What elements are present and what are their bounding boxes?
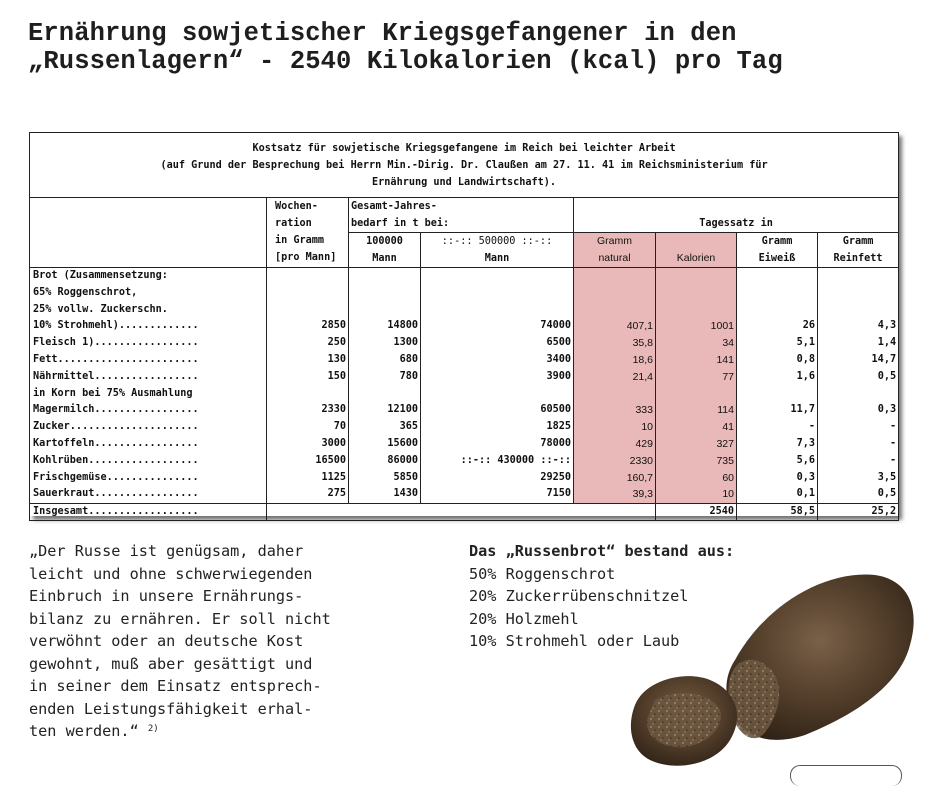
quote-text: in seiner dem Einsatz entsprech- xyxy=(29,677,322,695)
row-value-fett: - xyxy=(818,419,899,436)
recipe-title: Das „Russenbrot“ bestand aus: xyxy=(469,542,735,560)
row-value-kal: 114 xyxy=(656,402,737,419)
quote-line xyxy=(29,653,429,676)
row-item-label: Fleisch 1)................. xyxy=(30,335,267,352)
row-value-woche: 2330 xyxy=(267,402,349,419)
header-text: Mann xyxy=(372,253,397,264)
header-text: ration xyxy=(275,218,312,229)
row-value-ew: 0,3 xyxy=(737,470,818,487)
row-value-ew: 1,6 xyxy=(737,369,818,386)
quote-line xyxy=(29,675,429,698)
row-value-m100: 1300 xyxy=(349,335,421,352)
table-row xyxy=(30,470,899,487)
row-value-woche: 70 xyxy=(267,419,349,436)
row-value-ew: 0,1 xyxy=(737,486,818,503)
row-value-woche xyxy=(267,285,349,302)
row-item-label: Nährmittel................. xyxy=(30,369,267,386)
header-text: [pro Mann] xyxy=(275,252,337,263)
header-tagessatz xyxy=(574,198,899,233)
row-value-woche: 1125 xyxy=(267,470,349,487)
quote-text: verwöhnt oder an deutsche Kost xyxy=(29,632,304,650)
row-value-gn: 35,8 xyxy=(574,335,656,352)
row-value-m100 xyxy=(349,285,421,302)
row-value-fett: 14,7 xyxy=(818,352,899,369)
header-text: bedarf in t bei: xyxy=(351,218,450,229)
header-text: Kalorien xyxy=(676,252,716,264)
row-item-label: Kohlrüben.................. xyxy=(30,453,267,470)
table-row xyxy=(30,402,899,419)
row-value-ew: 7,3 xyxy=(737,436,818,453)
table-row xyxy=(30,302,899,319)
row-value-m500: 74000 xyxy=(421,318,574,335)
table-row xyxy=(30,369,899,386)
row-value-kal xyxy=(656,302,737,319)
row-value-m100 xyxy=(349,268,421,285)
quote-text: gewohnt, muß aber gesättigt und xyxy=(29,654,313,673)
quote-line xyxy=(29,540,429,563)
row-value-m500 xyxy=(421,302,574,319)
quote-text: bilanz zu ernähren. Er soll nicht xyxy=(29,609,331,628)
table-row xyxy=(30,486,899,503)
header-text: ::-:: 500000 ::-:: xyxy=(441,236,553,247)
row-value-m100: 680 xyxy=(349,352,421,369)
row-value-m500: 7150 xyxy=(421,486,574,503)
row-value-kal: 41 xyxy=(656,419,737,436)
header-text: Reinfett xyxy=(833,253,883,264)
quote-text: enden Leistungsfähigkeit erhal- xyxy=(29,699,313,718)
header-text: Wochen- xyxy=(275,201,318,212)
table-row xyxy=(30,453,899,470)
row-value-woche xyxy=(267,302,349,319)
row-item-label: Magermilch................. xyxy=(30,402,267,419)
header-gramm-reinfett xyxy=(818,233,899,268)
row-value-kal: 77 xyxy=(656,369,737,386)
header-text: Gramm xyxy=(842,236,874,247)
recipe-item: 10% Strohmehl oder Laub xyxy=(469,632,680,650)
row-value-ew xyxy=(737,302,818,319)
row-value-m500 xyxy=(421,386,574,403)
row-value-m100: 1430 xyxy=(349,486,421,503)
quote-text: Einbruch in unsere Ernährungs- xyxy=(29,587,304,605)
header-100000-mann xyxy=(349,233,421,268)
row-value-kal: 34 xyxy=(656,335,737,352)
ration-table-container xyxy=(29,132,898,516)
row-value-ew: 5,1 xyxy=(737,335,818,352)
table-row xyxy=(30,352,899,369)
header-text: 100000 xyxy=(366,236,403,247)
row-value-kal xyxy=(656,386,737,403)
row-value-fett xyxy=(818,285,899,302)
row-item-label: Zucker..................... xyxy=(30,419,267,436)
row-value-woche xyxy=(267,386,349,403)
caption-line-2: (auf Grund der Besprechung bei Herrn Min.-Dirig. Dr. Claußen am 27. 11. 41 im Reichsministerium für xyxy=(160,159,768,171)
footnote-marker: 2) xyxy=(147,724,159,734)
header-text: Tagessatz in xyxy=(699,218,773,229)
quote-line xyxy=(29,585,429,608)
row-value-m500: 78000 xyxy=(421,436,574,453)
title-line-1: Ernährung sowjetischer Kriegsgefangener in den xyxy=(28,19,737,48)
row-value-m500: 60500 xyxy=(421,402,574,419)
table-row xyxy=(30,386,899,403)
row-value-gn: 333 xyxy=(574,402,656,419)
row-item-label: Sauerkraut................. xyxy=(30,486,267,503)
total-kalorien: 2540 xyxy=(656,504,737,521)
title-line-2: „Russenlagern“ - 2540 Kilokalorien (kcal) pro Tag xyxy=(28,47,783,76)
quote-line xyxy=(29,563,429,586)
row-value-gn xyxy=(574,386,656,403)
row-value-ew: - xyxy=(737,419,818,436)
row-value-ew xyxy=(737,285,818,302)
row-value-gn: 429 xyxy=(574,436,656,453)
table-row xyxy=(30,436,899,453)
row-value-gn: 160,7 xyxy=(574,470,656,487)
row-item-label: Fett....................... xyxy=(30,352,267,369)
row-value-fett: 1,4 xyxy=(818,335,899,352)
row-value-fett: - xyxy=(818,453,899,470)
row-value-woche: 16500 xyxy=(267,453,349,470)
table-row xyxy=(30,419,899,436)
row-item-label: in Korn bei 75% Ausmahlung xyxy=(30,386,267,403)
quote-text: ten werden.“ xyxy=(29,722,139,740)
row-value-woche xyxy=(267,268,349,285)
row-value-gn xyxy=(574,302,656,319)
total-blank xyxy=(267,504,656,521)
row-value-m500: ::-:: 430000 ::-:: xyxy=(421,453,574,470)
row-value-m100: 780 xyxy=(349,369,421,386)
header-gramm-eiweiss xyxy=(737,233,818,268)
row-value-m500: 1825 xyxy=(421,419,574,436)
caption-line-1: Kostsatz für sowjetische Kriegsgefangene im Reich bei leichter Arbeit xyxy=(252,142,676,154)
quote-line xyxy=(29,698,429,721)
row-value-fett: 0,5 xyxy=(818,486,899,503)
row-value-woche: 250 xyxy=(267,335,349,352)
row-value-woche: 275 xyxy=(267,486,349,503)
row-value-ew xyxy=(737,386,818,403)
row-item-label: Brot (Zusammensetzung: xyxy=(30,268,267,285)
row-value-kal: 1001 xyxy=(656,318,737,335)
row-value-gn xyxy=(574,285,656,302)
header-kalorien xyxy=(656,233,737,268)
table-row xyxy=(30,268,899,285)
row-value-fett xyxy=(818,386,899,403)
row-value-kal: 60 xyxy=(656,470,737,487)
row-value-gn: 2330 xyxy=(574,453,656,470)
quote-text: „Der Russe ist genügsam, daher xyxy=(29,542,304,560)
row-value-kal xyxy=(656,285,737,302)
page-title xyxy=(28,20,908,76)
quote-text: leicht und ohne schwerwiegenden xyxy=(29,564,313,583)
row-value-kal: 141 xyxy=(656,352,737,369)
row-value-kal: 327 xyxy=(656,436,737,453)
row-value-m100: 365 xyxy=(349,419,421,436)
row-value-kal: 735 xyxy=(656,453,737,470)
row-item-label: 25% vollw. Zuckerschn. xyxy=(30,302,267,319)
recipe-item: 20% Holzmehl xyxy=(469,609,579,628)
row-value-kal: 10 xyxy=(656,486,737,503)
header-text: natural xyxy=(598,252,631,264)
row-value-gn: 18,6 xyxy=(574,352,656,369)
row-value-ew: 11,7 xyxy=(737,402,818,419)
quote-line xyxy=(29,720,429,743)
row-value-m500: 3400 xyxy=(421,352,574,369)
header-text: Eiweiß xyxy=(758,253,796,264)
row-value-m100: 12100 xyxy=(349,402,421,419)
row-item-label: 65% Roggenschrot, xyxy=(30,285,267,302)
row-value-m500: 6500 xyxy=(421,335,574,352)
header-wochenration xyxy=(267,198,349,268)
decorative-corner xyxy=(790,765,902,786)
ration-table xyxy=(29,132,899,521)
total-fett: 25,2 xyxy=(818,504,899,521)
quote-line xyxy=(29,608,429,631)
row-value-m100: 86000 xyxy=(349,453,421,470)
row-value-gn: 39,3 xyxy=(574,486,656,503)
table-row xyxy=(30,285,899,302)
bread-photo xyxy=(625,565,925,772)
row-value-woche: 150 xyxy=(267,369,349,386)
table-row xyxy=(30,318,899,335)
row-value-fett xyxy=(818,268,899,285)
total-label: Insgesamt.................. xyxy=(30,504,267,521)
total-row xyxy=(30,504,899,521)
row-item-label: Frischgemüse............... xyxy=(30,470,267,487)
row-value-fett: - xyxy=(818,436,899,453)
row-value-gn: 10 xyxy=(574,419,656,436)
row-value-m100: 5850 xyxy=(349,470,421,487)
row-value-ew xyxy=(737,268,818,285)
row-value-ew: 5,6 xyxy=(737,453,818,470)
header-text: in Gramm xyxy=(275,235,325,246)
row-value-fett: 4,3 xyxy=(818,318,899,335)
header-text: Gesamt-Jahres- xyxy=(351,201,437,212)
header-item-blank xyxy=(30,198,267,268)
row-value-gn xyxy=(574,268,656,285)
row-value-ew: 0,8 xyxy=(737,352,818,369)
row-value-fett: 3,5 xyxy=(818,470,899,487)
row-value-woche: 3000 xyxy=(267,436,349,453)
row-value-kal xyxy=(656,268,737,285)
row-item-label: 10% Strohmehl)............. xyxy=(30,318,267,335)
total-eiweiss: 58,5 xyxy=(737,504,818,521)
table-body xyxy=(30,268,899,504)
row-value-m500 xyxy=(421,285,574,302)
quote-block xyxy=(29,540,429,743)
row-value-m100 xyxy=(349,302,421,319)
row-value-m100 xyxy=(349,386,421,403)
recipe-item: 50% Roggenschrot xyxy=(469,564,616,583)
row-value-m500: 29250 xyxy=(421,470,574,487)
recipe-item: 20% Zuckerrübenschnitzel xyxy=(469,587,689,605)
row-value-m100: 14800 xyxy=(349,318,421,335)
table-row xyxy=(30,335,899,352)
table-caption xyxy=(30,133,899,198)
header-text: Gramm xyxy=(761,236,793,247)
header-gesamtbedarf xyxy=(349,198,574,233)
row-value-fett: 0,5 xyxy=(818,369,899,386)
row-value-gn: 407,1 xyxy=(574,318,656,335)
row-value-ew: 26 xyxy=(737,318,818,335)
row-value-fett xyxy=(818,302,899,319)
header-text: Gramm xyxy=(597,235,632,247)
row-value-m500 xyxy=(421,268,574,285)
row-value-woche: 130 xyxy=(267,352,349,369)
quote-line xyxy=(29,630,429,653)
header-500000-mann xyxy=(421,233,574,268)
row-item-label: Kartoffeln................. xyxy=(30,436,267,453)
row-value-woche: 2850 xyxy=(267,318,349,335)
row-value-m500: 3900 xyxy=(421,369,574,386)
header-gramm-natural xyxy=(574,233,656,268)
caption-line-3: Ernährung und Landwirtschaft). xyxy=(372,176,557,188)
header-text: Mann xyxy=(484,253,510,264)
row-value-m100: 15600 xyxy=(349,436,421,453)
row-value-fett: 0,3 xyxy=(818,402,899,419)
row-value-gn: 21,4 xyxy=(574,369,656,386)
